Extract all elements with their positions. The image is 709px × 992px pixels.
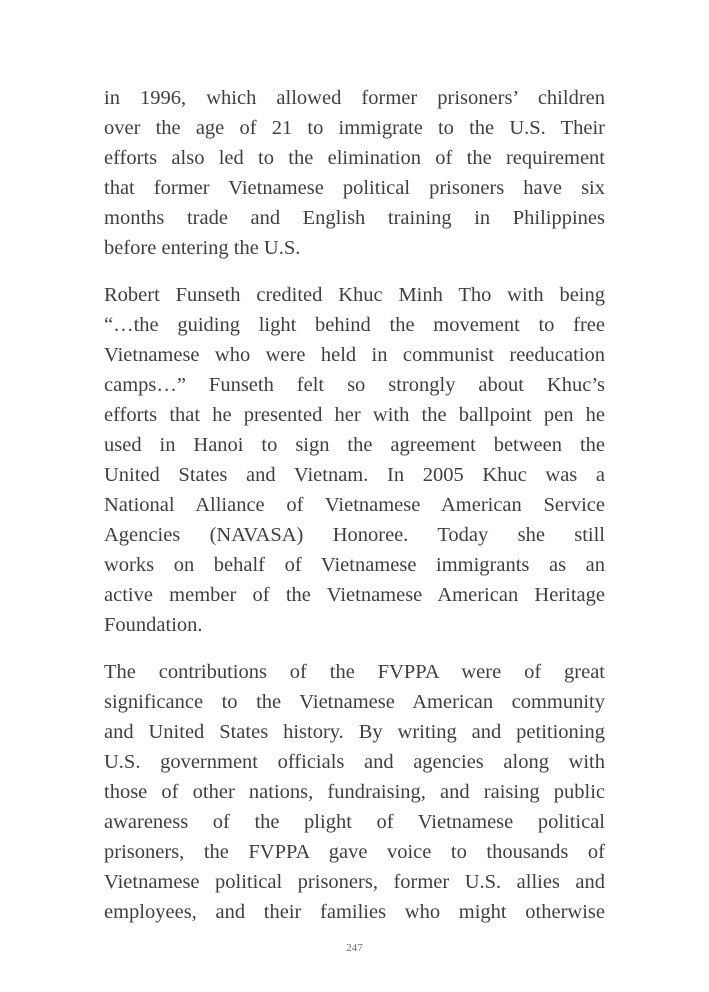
text-line: works on behalf of Vietnamese immigrants as an [104, 554, 605, 576]
text-line: significance to the Vietnamese American community [104, 691, 605, 713]
page-body [104, 83, 605, 944]
text-line: “…the guiding light behind the movement to free [104, 314, 605, 336]
text-line: Robert Funseth credited Khuc Minh Tho with being [104, 284, 605, 306]
text-line: those of other nations, fundraising, and raising public [104, 781, 605, 803]
text-line: in 1996, which allowed former prisoners’ children [104, 87, 605, 109]
text-line: Foundation. [104, 614, 203, 636]
text-line: U.S. government officials and agencies along with [104, 751, 605, 773]
text-line: Vietnamese who were held in communist reeducation [104, 344, 605, 366]
text-line: before entering the U.S. [104, 237, 301, 259]
text-line: and United States history. By writing and petitioning [104, 721, 605, 743]
text-line: efforts also led to the elimination of the requirement [104, 147, 605, 169]
text-line: awareness of the plight of Vietnamese political [104, 811, 605, 833]
text-line: that former Vietnamese political prisoners have six [104, 177, 605, 199]
text-line: camps…” Funseth felt so strongly about Khuc’s [104, 374, 605, 396]
text-line: The contributions of the FVPPA were of great [104, 661, 605, 683]
text-line: efforts that he presented her with the ballpoint pen he [104, 404, 605, 426]
text-line: prisoners, the FVPPA gave voice to thousands of [104, 841, 605, 863]
text-line: United States and Vietnam. In 2005 Khuc was a [104, 464, 605, 486]
text-line: Vietnamese political prisoners, former U.S. allies and [104, 871, 605, 893]
page-number: 247 [346, 942, 363, 954]
text-line: National Alliance of Vietnamese American Service [104, 494, 605, 516]
paragraph-1 [104, 83, 605, 263]
paragraph-3 [104, 657, 605, 927]
text-line: employees, and their families who might otherwise [104, 901, 605, 923]
text-line: over the age of 21 to immigrate to the U.S. Their [104, 117, 605, 139]
text-line: used in Hanoi to sign the agreement between the [104, 434, 605, 456]
text-line: months trade and English training in Philippines [104, 207, 605, 229]
text-line: Agencies (NAVASA) Honoree. Today she still [104, 524, 605, 546]
paragraph-2 [104, 280, 605, 640]
text-line: active member of the Vietnamese American Heritage [104, 584, 605, 606]
